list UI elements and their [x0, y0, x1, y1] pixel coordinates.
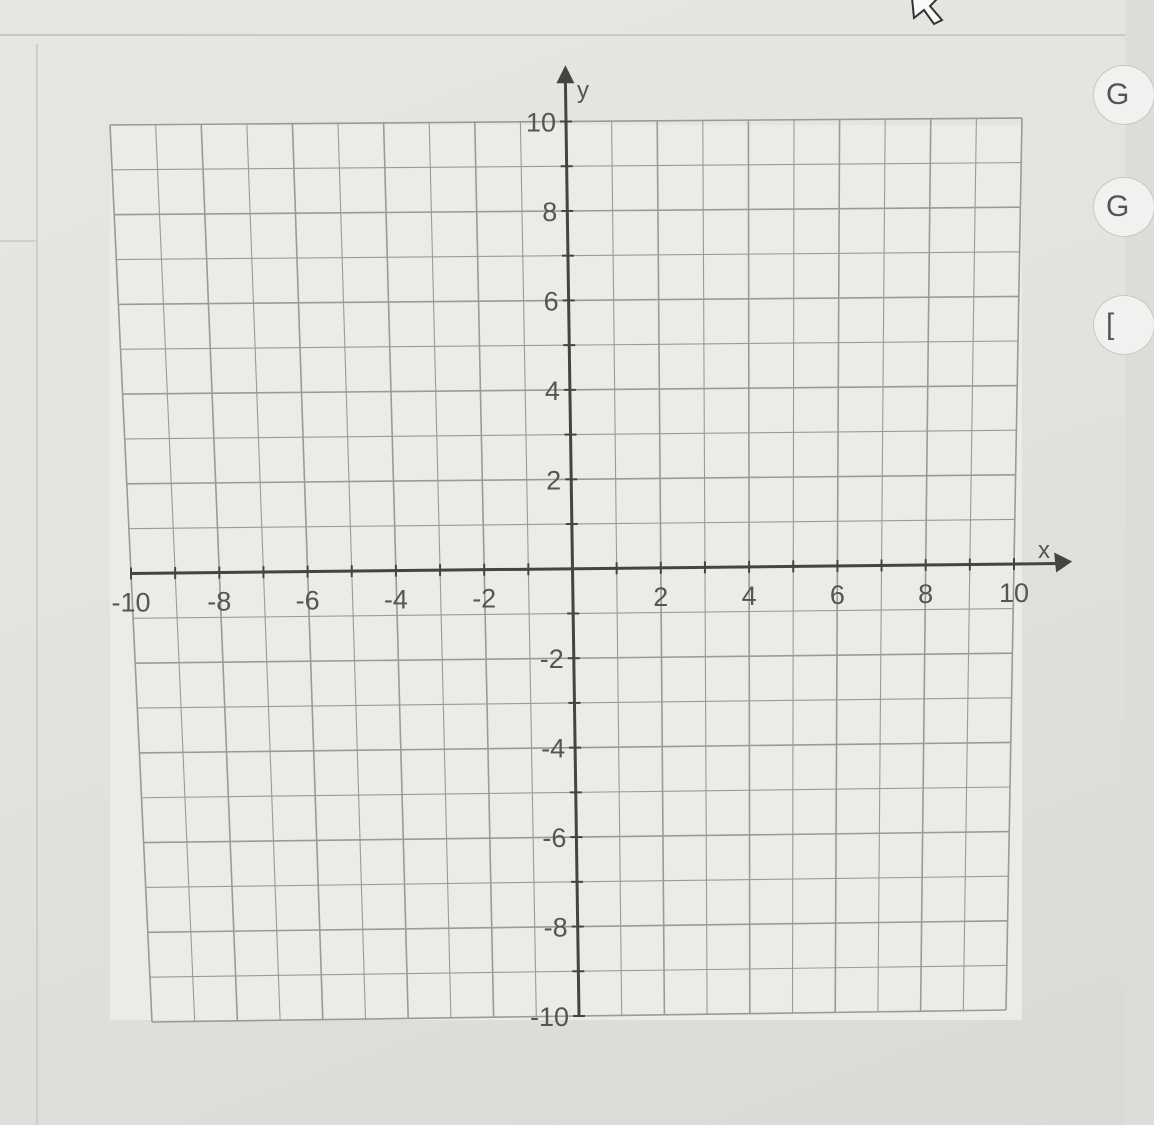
- y-tick-label: 2: [546, 465, 562, 496]
- x-tick-label: -2: [472, 583, 497, 614]
- y-tick-label: -4: [541, 733, 566, 764]
- x-tick-label: 8: [918, 578, 934, 609]
- reset-icon: [: [1106, 308, 1115, 341]
- y-tick-label: 10: [525, 107, 556, 138]
- x-tick-label: 10: [998, 578, 1030, 608]
- x-axis-label: x: [1038, 537, 1050, 564]
- y-axis-arrow: [556, 65, 574, 83]
- y-tick-label: -8: [543, 912, 568, 943]
- y-tick-label: 6: [543, 286, 559, 317]
- x-tick-label: -4: [383, 584, 408, 615]
- x-tick-label: -6: [295, 585, 320, 616]
- x-tick-label: 4: [741, 580, 757, 611]
- x-tick-label: -10: [111, 587, 151, 618]
- y-tick-label: 4: [544, 375, 560, 406]
- y-tick-label: 8: [542, 196, 558, 227]
- y-tick-label: -10: [529, 1002, 569, 1032]
- x-tick-label: 6: [829, 579, 845, 610]
- y-axis-label: y: [577, 77, 589, 104]
- x-axis-arrow: [1054, 553, 1072, 573]
- zoom-out-icon: G: [1106, 190, 1130, 223]
- x-tick-label: 2: [653, 581, 669, 612]
- y-tick-label: -6: [542, 823, 567, 854]
- y-tick-label: -2: [539, 644, 564, 675]
- zoom-in-icon: G: [1106, 78, 1130, 111]
- x-tick-label: -8: [207, 586, 232, 617]
